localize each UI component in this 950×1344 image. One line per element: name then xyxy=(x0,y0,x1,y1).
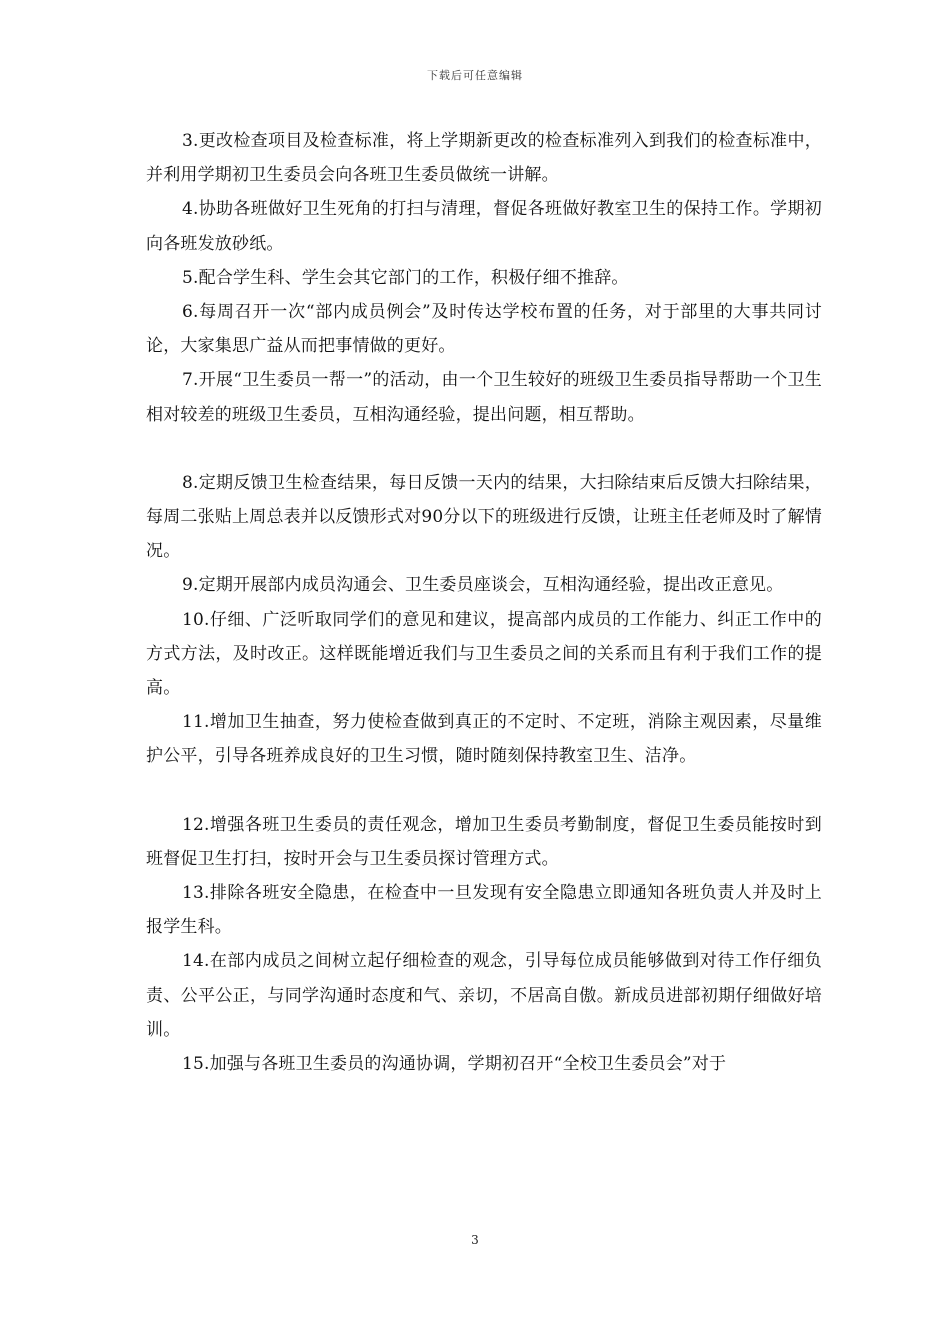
page-number: 3 xyxy=(471,1233,479,1247)
page-header: 下载后可任意编辑 xyxy=(427,69,523,82)
paragraph-item-15: 15.加强与各班卫生委员的沟通协调，学期初召开“全校卫生委员会”对于 xyxy=(182,1054,727,1075)
document-body xyxy=(146,124,822,1081)
paragraph-item-7: 7.开展“卫生委员一帮一”的活动，由一个卫生较好的班级卫生委员指导帮助一个卫生相对较差的班级卫生委员，互相沟通经验，提出问题，相互帮助。 xyxy=(146,370,822,425)
paragraph-item-11: 11.增加卫生抽查，努力使检查做到真正的不定时、不定班，消除主观因素，尽量维护公平，引导各班养成良好的卫生习惯，随时随刻保持教室卫生、洁净。 xyxy=(146,712,822,767)
paragraph-item-8: 8.定期反馈卫生检查结果，每日反馈一天内的结果，大扫除结束后反馈大扫除结果，每周二张贴上周总表并以反馈形式对90分以下的班级进行反馈，让班主任老师及时了解情况。 xyxy=(146,472,822,562)
paragraph-item-13: 13.排除各班安全隐患，在检查中一旦发现有安全隐患立即通知各班负责人并及时上报学生科。 xyxy=(146,883,822,938)
paragraph-item-10: 10.仔细、广泛听取同学们的意见和建议，提高部内成员的工作能力、纠正工作中的方式方法，及时改正。这样既能增近我们与卫生委员之间的关系而且有利于我们工作的提高。 xyxy=(146,609,822,699)
paragraph-item-14: 14.在部内成员之间树立起仔细检查的观念，引导每位成员能够做到对待工作仔细负责、公平公正，与同学沟通时态度和气、亲切，不居高自傲。新成员进部初期仔细做好培训。 xyxy=(146,951,822,1040)
paragraph-item-9: 9.定期开展部内成员沟通会、卫生委员座谈会，互相沟通经验，提出改正意见。 xyxy=(182,575,784,596)
paragraph-item-5: 5.配合学生科、学生会其它部门的工作，积极仔细不推辞。 xyxy=(182,267,629,288)
paragraph-item-12: 12.增强各班卫生委员的责任观念，增加卫生委员考勤制度，督促卫生委员能按时到班督促卫生打扫，按时开会与卫生委员探讨管理方式。 xyxy=(146,814,822,869)
paragraph-item-6: 6.每周召开一次“部内成员例会”及时传达学校布置的任务，对于部里的大事共同讨论，大家集思广益从而把事情做的更好。 xyxy=(146,302,822,357)
paragraph-item-4: 4.协助各班做好卫生死角的打扫与清理，督促各班做好教室卫生的保持工作。学期初向各班发放砂纸。 xyxy=(146,199,822,254)
paragraph-item-3: 3.更改检查项目及检查标准，将上学期新更改的检查标准列入到我们的检查标准中，并利用学期初卫生委员会向各班卫生委员做统一讲解。 xyxy=(146,131,822,186)
